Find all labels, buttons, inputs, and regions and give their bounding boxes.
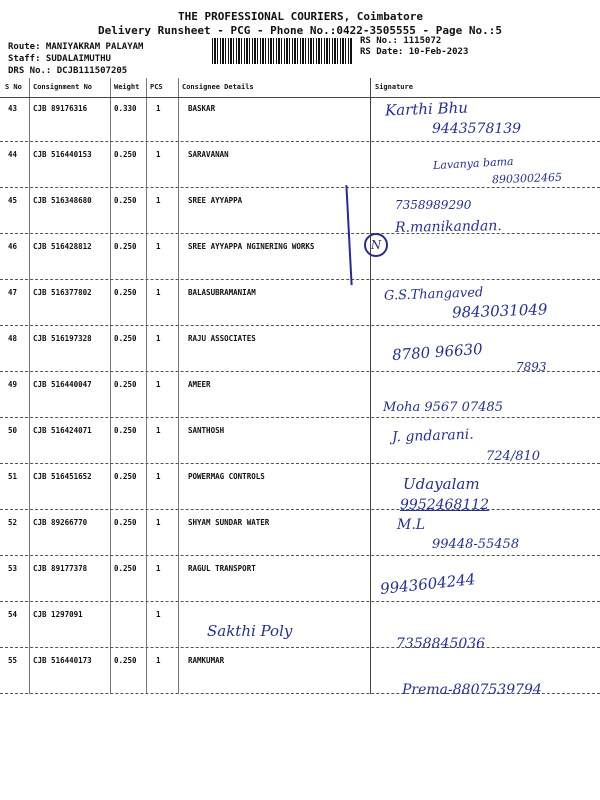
circled-initial: N: [364, 233, 388, 257]
table-row: [0, 234, 600, 280]
row-consignee: POWERMAG CONTROLS: [188, 472, 265, 481]
row-consignment: CJB 89266770: [33, 518, 88, 527]
row-sno: 50: [8, 426, 18, 435]
rs-date: RS Date: 10-Feb-2023: [360, 47, 469, 57]
header-consignment: Consignment No: [33, 83, 93, 91]
signature-50-number: 724/810: [486, 449, 541, 464]
row-weight: 0.250: [114, 288, 137, 297]
table-header: [0, 80, 600, 96]
signature-43-phone: 9443578139: [432, 121, 522, 137]
header-sno: S No: [5, 83, 22, 91]
company-title: THE PROFESSIONAL COURIERS, Coimbatore: [178, 10, 424, 23]
signature-47-phone: 9843031049: [451, 300, 548, 322]
rs-number: RS No.: 1115072: [360, 36, 442, 46]
row-consignee: SARAVANAN: [188, 150, 229, 159]
table-row: [0, 372, 600, 418]
row-consignee: BASKAR: [188, 104, 216, 113]
signature-49: Moha 9567 07485: [383, 400, 503, 415]
row-sno: 54: [8, 610, 18, 619]
row-weight: 0.250: [114, 242, 137, 251]
header-weight: Weight: [114, 83, 140, 91]
signature-43-name: Karthi Bhu: [384, 98, 469, 120]
signature-53: 9943604244: [379, 570, 477, 598]
row-consignment: CJB 89177378: [33, 564, 88, 573]
signature-45-phone: 7358989290: [395, 198, 472, 212]
row-consignee: RAJU ASSOCIATES: [188, 334, 256, 343]
signature-48-b: 7893: [516, 360, 547, 374]
signature-46-name: R.manikandan.: [394, 218, 502, 236]
row-consignment: CJB 516428812: [33, 242, 92, 251]
row-consignment: CJB 516197328: [33, 334, 92, 343]
signature-50-name: J. gndarani.: [391, 426, 474, 446]
row-sno: 45: [8, 196, 18, 205]
row-weight: 0.250: [114, 150, 137, 159]
signature-52-phone: 99448-55458: [432, 537, 520, 552]
row-weight: 0.250: [114, 472, 137, 481]
row-weight: 0.250: [114, 334, 137, 343]
table-row: [0, 602, 600, 648]
barcode: [212, 38, 352, 64]
row-consignment: CJB 516440047: [33, 380, 92, 389]
row-consignee: SREE AYYAPPA: [188, 196, 243, 205]
row-consignment: CJB 89176316: [33, 104, 88, 113]
row-pcs: 1: [156, 656, 161, 665]
row-pcs: 1: [156, 288, 161, 297]
row-consignee: SREE AYYAPPA NGINERING WORKS: [188, 242, 315, 251]
row-sno: 44: [8, 150, 18, 159]
drs-number: DRS No.: DCJB111507205: [8, 66, 128, 76]
header-pcs: PCS: [150, 83, 163, 91]
table-row: [0, 188, 600, 234]
signature-44-phone: 8903002465: [491, 170, 563, 187]
row-consignment: CJB 516451652: [33, 472, 92, 481]
signature-55: Prema-8807539794: [402, 682, 542, 698]
row-sno: 46: [8, 242, 18, 251]
row-pcs: 1: [156, 242, 161, 251]
header-consignee: Consignee Details: [182, 83, 254, 91]
row-consignee: RAGUL TRANSPORT: [188, 564, 256, 573]
row-weight: 0.250: [114, 196, 137, 205]
row-sno: 53: [8, 564, 18, 573]
row-consignment: CJB 516424071: [33, 426, 92, 435]
signature-47-name: G.S.Thangaved: [383, 285, 484, 304]
row-pcs: 1: [156, 426, 161, 435]
row-sno: 55: [8, 656, 18, 665]
row-sno: 47: [8, 288, 18, 297]
signature-51-name: Udayalam: [403, 475, 480, 493]
signature-52-name: M.L: [397, 517, 426, 533]
signature-44-name: Lavanya bama: [432, 154, 514, 173]
row-pcs: 1: [156, 472, 161, 481]
row-consignment: CJB 1297091: [33, 610, 83, 619]
row-consignment: CJB 516348680: [33, 196, 92, 205]
row-weight: 0.250: [114, 564, 137, 573]
row-pcs: 1: [156, 380, 161, 389]
signature-54-name: Sakthi Poly: [207, 622, 293, 640]
row-sno: 48: [8, 334, 18, 343]
row-sno: 49: [8, 380, 18, 389]
table-row: [0, 556, 600, 602]
row-sno: 52: [8, 518, 18, 527]
row-consignee: RAMKUMAR: [188, 656, 225, 665]
row-weight: 0.250: [114, 518, 137, 527]
runsheet-subtitle: Delivery Runsheet - PCG - Phone No.:0422-3505555 - Page No.:5: [98, 24, 502, 37]
row-pcs: 1: [156, 104, 161, 113]
signature-51-phone: 9952468112: [400, 497, 490, 513]
signature-54-phone: 7358845036: [396, 636, 486, 652]
row-weight: 0.330: [114, 104, 137, 113]
row-consignment: CJB 516440173: [33, 656, 92, 665]
row-pcs: 1: [156, 334, 161, 343]
row-weight: 0.250: [114, 656, 137, 665]
row-weight: 0.250: [114, 380, 137, 389]
row-pcs: 1: [156, 564, 161, 573]
route-label: Route: MANIYAKRAM PALAYAM: [8, 42, 144, 52]
row-pcs: 1: [156, 196, 161, 205]
signature-48-a: 8780 96630: [391, 339, 484, 365]
row-consignee: BALASUBRAMANIAM: [188, 288, 256, 297]
row-sno: 43: [8, 104, 18, 113]
table-row: [0, 464, 600, 510]
row-consignee: SHYAM SUNDAR WATER: [188, 518, 270, 527]
table-row: [0, 326, 600, 372]
row-pcs: 1: [156, 150, 161, 159]
row-pcs: 1: [156, 518, 161, 527]
staff-label: Staff: SUDALAIMUTHU: [8, 54, 111, 64]
row-pcs: 1: [156, 610, 161, 619]
row-sno: 51: [8, 472, 18, 481]
row-consignee: SANTHOSH: [188, 426, 225, 435]
row-consignment: CJB 516377802: [33, 288, 92, 297]
row-consignment: CJB 516440153: [33, 150, 92, 159]
row-consignee: AMEER: [188, 380, 211, 389]
header-signature: Signature: [375, 83, 413, 91]
row-weight: 0.250: [114, 426, 137, 435]
